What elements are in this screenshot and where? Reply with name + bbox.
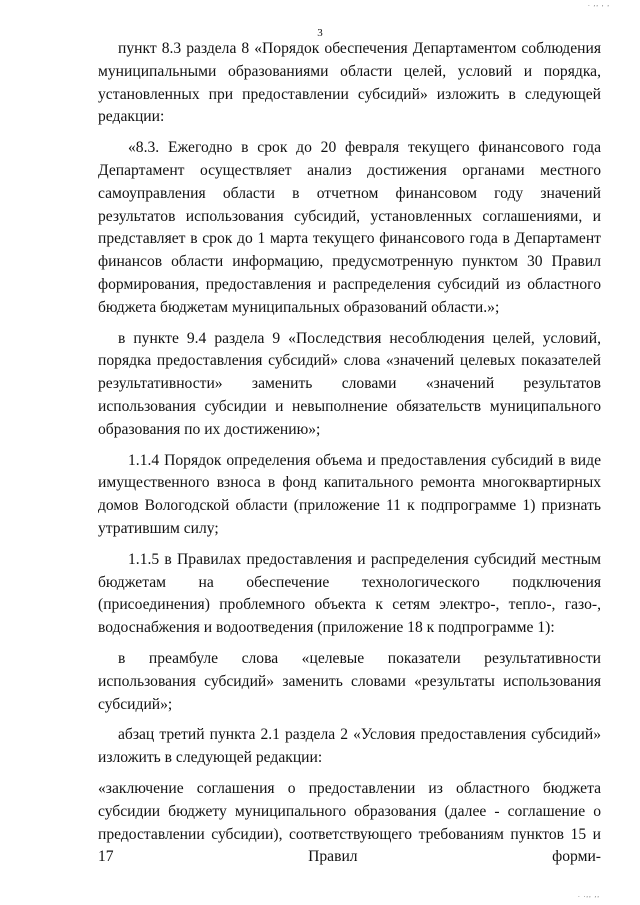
- paragraph-item-8-3-intro: пункт 8.3 раздела 8 «Порядок обеспечения Департаментом соблюдения муниципальными образованиями области целей, условий и порядка, установленных при предоставлении субсидий» изложить в следующей редакции:: [98, 40, 601, 126]
- paragraph-1-1-4: 1.1.4 Порядок определения объема и предоставления субсидий в виде имущественного взноса в фонд капитального ремонта многоквартирных домов Вологодской области (приложение 11 к подпрограмме 1) признать утратившим силу;: [98, 451, 601, 537]
- document-body: [98, 38, 601, 869]
- page-corner-mark-top: . ,, , ,: [588, 0, 610, 8]
- page-corner-mark-bottom: . .,, ,,: [578, 891, 600, 899]
- paragraph-agreement: «заключение соглашения о предоставлении из областного бюджета субсидии бюджету муниципального образования (далее - соглашение о предоставлении субсидии), соответствующего требованиям пунктов 15 и 17 Правил форми-: [98, 779, 601, 866]
- paragraph-1-1-5: 1.1.5 в Правилах предоставления и распределения субсидий местным бюджетам на обеспечение технологического подключения (присоединения) проблемного объекта к сетям электро-, тепло-, газо-, водоснабжения и водоотведения (приложение 18 к подпрограмме 1):: [98, 550, 601, 637]
- paragraph-abzac-2-1: абзац третий пункта 2.1 раздела 2 «Условия предоставления субсидий» изложить в следующей редакции:: [98, 726, 601, 767]
- paragraph-preamble: в преамбуле слова «целевые показатели результативности использования субсидий» заменить словами «результаты использования субсидий»;: [98, 649, 601, 713]
- page-number: 3: [317, 27, 323, 39]
- paragraph-item-8-3-text: «8.3. Ежегодно в срок до 20 февраля текущего финансового года Департамент осуществляет анализ достижения органами местного самоуправления области в отчетном финансовом году значений результатов использования субсидий, установленных соглашениями, и представляет в срок до 1 марта текущего финансового года в Департамент финансов области информацию, предусмотренную пунктом 30 Правил формирования, предоставления и распределения субсидий из областного бюджета бюджетам муниципальных образований области.»;: [98, 139, 601, 316]
- paragraph-item-9-4: в пункте 9.4 раздела 9 «Последствия несоблюдения целей, условий, порядка предоставления субсидий» слова «значений целевых показателей результативности» заменить словами «значений результатов использования субсидии и невыполнение обязательств муниципального образования по их достижению»;: [98, 329, 601, 438]
